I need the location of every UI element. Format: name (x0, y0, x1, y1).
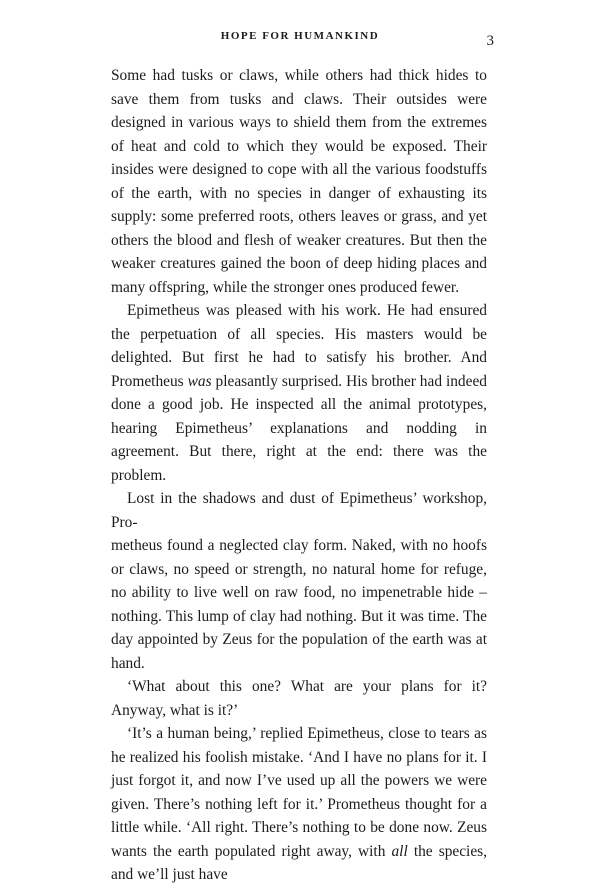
paragraph-2-text-start: Epimetheus was pleased with his work. He had ensured the perpetuation of all species. His masters would be delighted. But first he had to satisfy his brother. And Prometheus (111, 302, 487, 390)
paragraph-4 (111, 675, 487, 722)
running-head-title: HOPE FOR HUMANKIND (220, 30, 380, 42)
paragraph-5-emphasis: all (391, 842, 408, 860)
page-number: 3 (486, 33, 494, 49)
paragraph-2-text-end: pleasantly surprised. His brother had indeed done a good job. He inspected all the animal prototypes, hearing Epimetheus’ explanations and nodding in agreement. But there, right at the end: there was the problem. (111, 372, 487, 484)
paragraph-3: Lost in the shadows and dust of Epimetheus’ workshop, Pro- metheus found a neglected clay form. Naked, with no hoofs or claws, no speed or strength, no natural home for refuge, no ability to live well on raw food, no impenetrable hide – nothing. This lump of clay had nothing. But it was time. The day appointed by Zeus for the population of the earth was at hand. (111, 490, 487, 672)
body-text (111, 64, 487, 887)
paragraph-4-text: ‘What about this one? What are your plans for it? Anyway, what is it?’ (111, 678, 487, 719)
paragraph-1 (111, 64, 487, 299)
paragraph-5 (111, 722, 487, 887)
paragraph-3-text-start: Lost in the shadows and dust of Epimetheus’ workshop, Pro (111, 490, 487, 531)
paragraph-3-text-end: metheus found a neglected clay form. Naked, with no hoofs or claws, no speed or strength, no natural home for refuge, no ability to live well on raw food, no impenetrable hide – nothing. This lump of clay had nothing. But it was time. The day appointed by Zeus for the population of the earth was at hand. (111, 537, 487, 672)
paragraph-5-text-end: the species, and we’ll just have (111, 842, 487, 883)
paragraph-2 (111, 299, 487, 487)
paragraph-5-text-start: ‘It’s a human being,’ replied Epimetheus, close to tears as he realized his foolish mistake. ‘And I have no plans for it. I just forgot it, and now I’ve used up all the powers we were given. There’s nothing left for it.’ Prometheus thought for a little while. ‘All right. There’s nothing to be done now. Zeus wants the earth populated right away, with (111, 725, 487, 860)
paragraph-1-text: Some had tusks or claws, while others had thick hides to save them from tusks and claws. Their outsides were designed in various ways to shield them from the extremes of heat and cold to which they would be exposed. Their insides were designed to cope with all the various foodstuffs of the earth, with no species in danger of exhausting its supply: some preferred roots, others leaves or grass, and yet others the blood and flesh of weaker creatures. But then the weaker creatures gained the boon of deep hiding places and many offspring, while the stronger ones produced fewer. (111, 67, 487, 296)
paragraph-2-emphasis: was (187, 372, 212, 390)
